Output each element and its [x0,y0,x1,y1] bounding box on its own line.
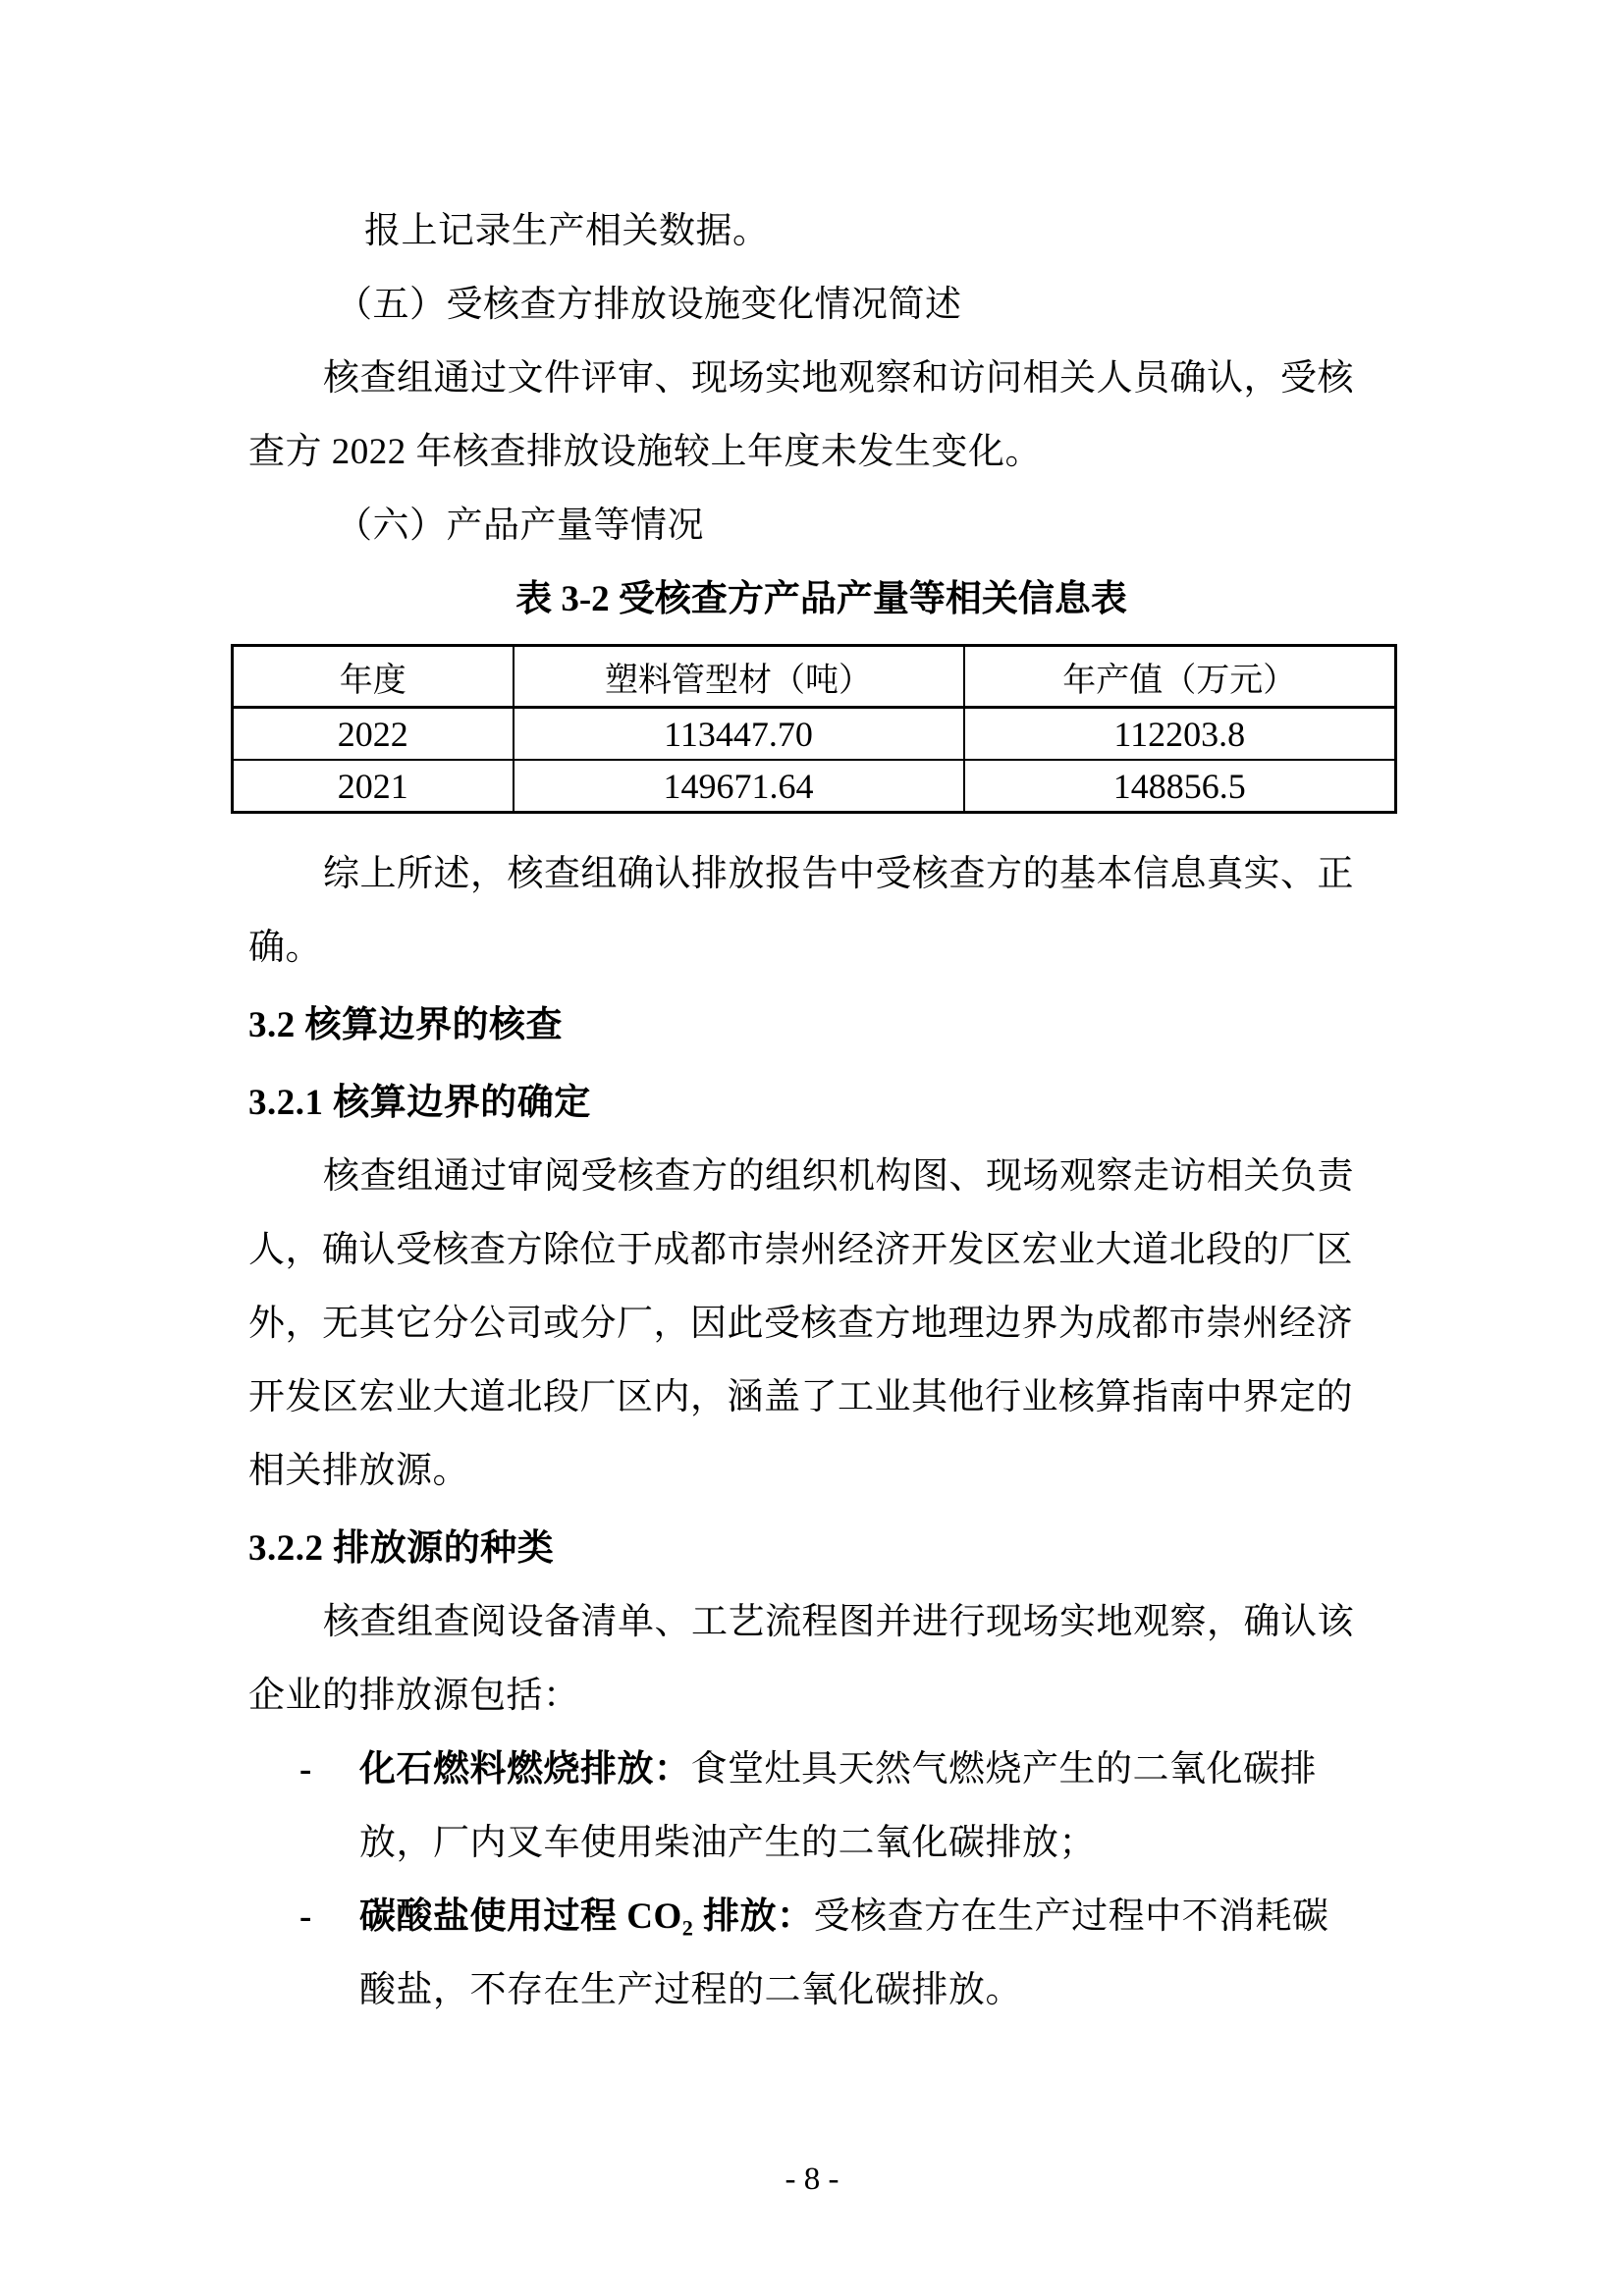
table-cell-year-2021: 2021 [233,760,514,813]
bullet-fossil-fuel-label: 化石燃料燃烧排放： [359,1749,691,1789]
section-3-2-1-line-3: 外，无其它分公司或分厂，因此受核查方地理边界为成都市崇州经济 [248,1304,1353,1344]
table-cell-output-2022: 113447.70 [514,708,964,761]
bullet-dash-marker: - [299,1749,312,1789]
bullet-carbonate-label: 碳酸盐使用过程 CO₂ 排放： [359,1896,814,1937]
table-cell-output-2021: 149671.64 [514,760,964,813]
table-cell-year-2022: 2022 [233,708,514,761]
bullet-fossil-fuel-continuation: 放，厂内叉车使用柴油产生的二氧化碳排放； [359,1823,1096,1863]
bullet-fossil-fuel-emissions [248,1733,1394,1806]
page-number-footer: - 8 - [785,2162,839,2197]
table-header-row [233,646,1396,708]
section-3-2-1-line-5: 相关排放源。 [248,1451,469,1491]
bullet-fossil-fuel-text: 食堂灶具天然气燃烧产生的二氧化碳排 [690,1749,1317,1789]
section-3-2-1-line-4: 开发区宏业大道北段厂区内，涵盖了工业其他行业核算指南中界定的 [248,1377,1353,1417]
bullet-carbonate-continuation: 酸盐，不存在生产过程的二氧化碳排放。 [359,1970,1022,2010]
section-heading-3-2: 3.2 核算边界的核查 [248,1005,563,1045]
item-5-paragraph-line-1: 核查组通过文件评审、现场实地观察和访问相关人员确认，受核 [323,358,1354,399]
section-3-2-1-line-2: 人，确认受核查方除位于成都市崇州经济开发区宏业大道北段的厂区 [248,1230,1353,1270]
section-3-2-1-line-1: 核查组通过审阅受核查方的组织机构图、现场观察走访相关负责 [323,1156,1354,1197]
section-3-2-2-line-2: 企业的排放源包括： [248,1676,580,1716]
page-content [248,194,1394,2027]
item-5-paragraph-line-2: 查方 2022 年核查排放设施较上年度未发生变化。 [248,432,1042,472]
item-5-heading: （五）受核查方排放设施变化情况简述 [336,285,962,325]
section-3-2-2-line-1: 核查组查阅设备清单、工艺流程图并进行现场实地观察，确认该 [323,1602,1354,1642]
table-header-annual-output-value: 年产值（万元） [964,646,1396,708]
summary-line-2: 确。 [248,928,322,968]
section-heading-3-2-2: 3.2.2 排放源的种类 [248,1528,555,1569]
table-row [233,708,1396,761]
table-3-2-caption: 表 3-2 受核查方产品产量等相关信息表 [515,579,1127,619]
section-heading-3-2-1: 3.2.1 核算边界的确定 [248,1083,591,1123]
table-3-2 [231,644,1397,814]
bullet-dash-marker: - [299,1896,312,1937]
bullet-carbonate-text: 受核查方在生产过程中不消耗碳 [813,1896,1329,1937]
paragraph-tail-line: 报上记录生产相关数据。 [364,211,770,251]
summary-line-1: 综上所述，核查组确认排放报告中受核查方的基本信息真实、正 [323,854,1354,894]
table-header-year: 年度 [233,646,514,708]
bullet-carbonate-co2-emissions [248,1880,1394,1953]
table-cell-value-2022: 112203.8 [964,708,1396,761]
item-6-heading: （六）产品产量等情况 [336,506,704,546]
table-row [233,760,1396,813]
table-cell-value-2021: 148856.5 [964,760,1396,813]
table-header-plastic-pipe-output: 塑料管型材（吨） [514,646,964,708]
